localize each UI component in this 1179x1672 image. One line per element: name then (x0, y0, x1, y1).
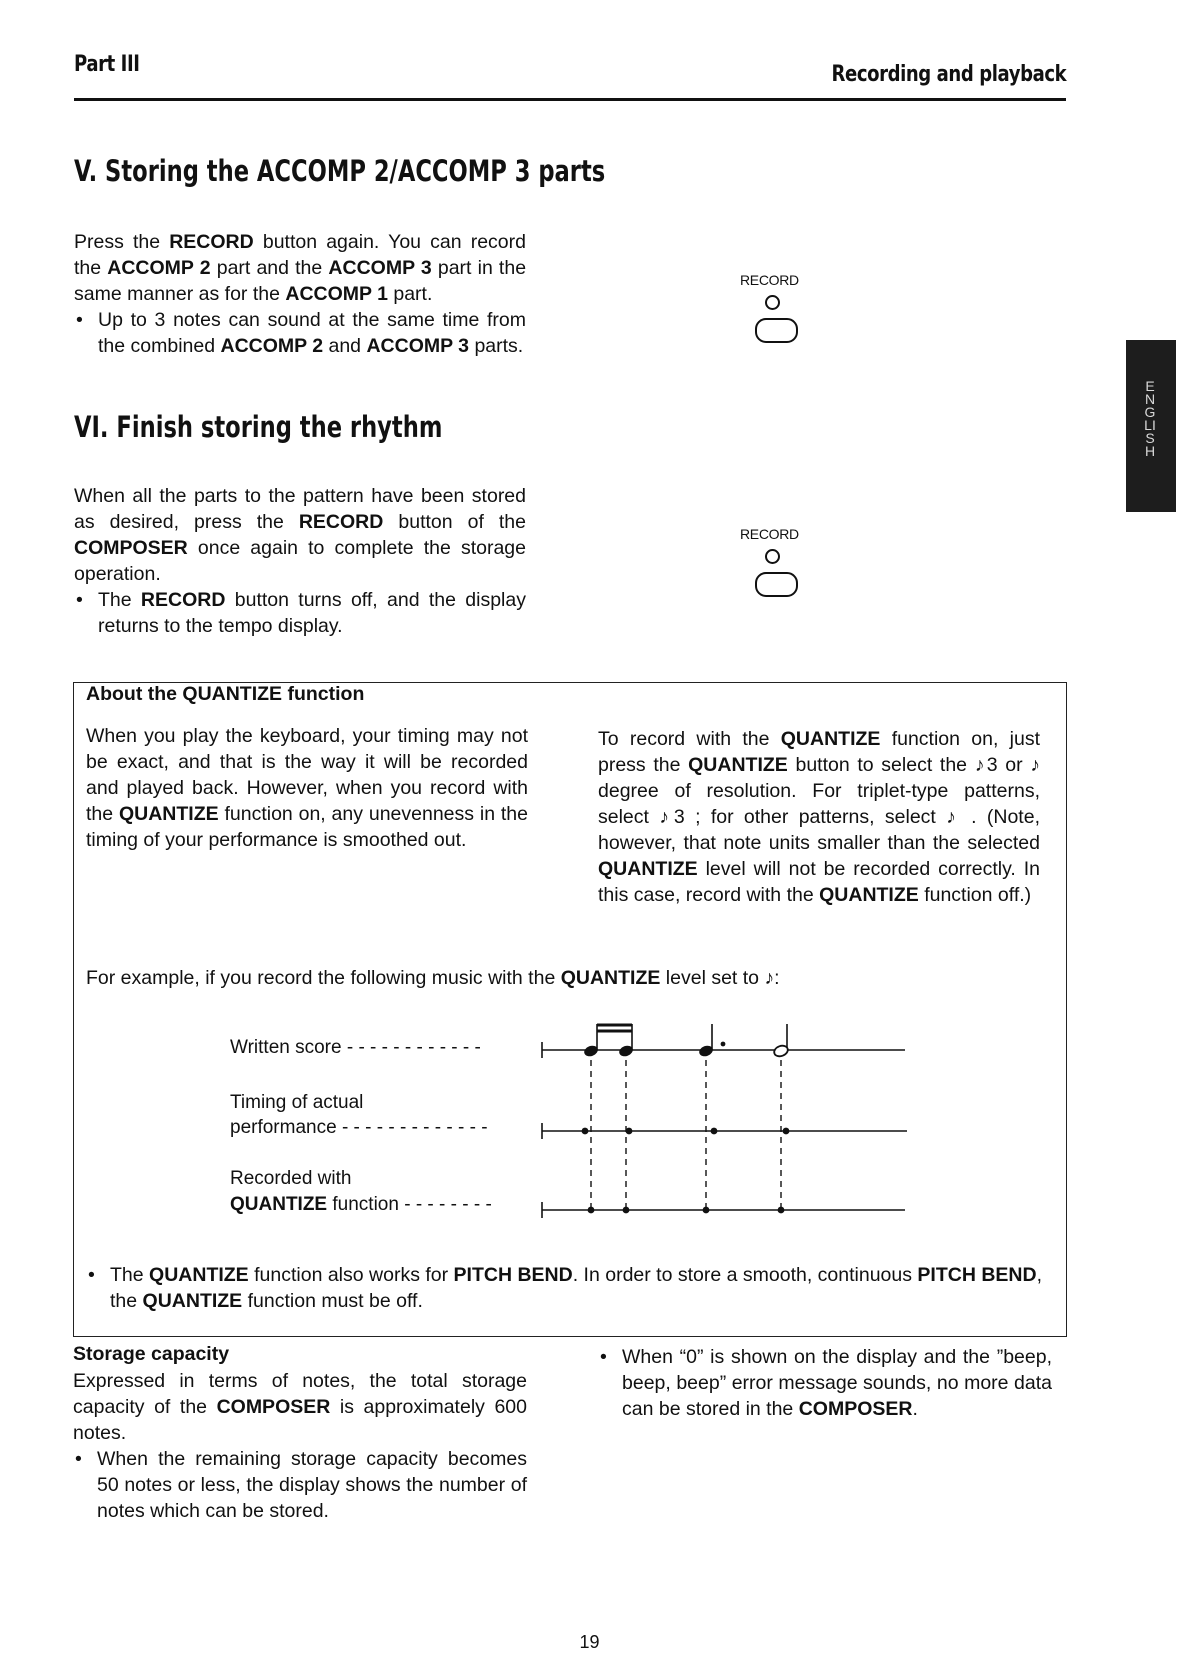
storage-left-column (73, 1368, 527, 1524)
page-number: 19 (579, 1632, 600, 1652)
storage-right-column (598, 1344, 1052, 1422)
quantize-example-line: For example, if you record the following music with the QUANTIZE level set to ♪: (86, 967, 780, 989)
quantize-left-paragraph: When you play the keyboard, your timing may not be exact, and that is the way it will be recorded and played back. However, when you record with the QUANTIZE function on, any unevenness in the timing of your performance is smoothed out. (86, 725, 528, 851)
record-button-2-graphic (740, 526, 830, 597)
storage-heading: Storage capacity (73, 1343, 230, 1365)
label-recorded-line1: Recorded with (230, 1168, 352, 1189)
quantize-box-title: About the QUANTIZE function (86, 683, 365, 705)
language-tab-label: ENGLISH (1144, 378, 1156, 459)
record-button-1-label: RECORD (740, 272, 799, 288)
step6-heading: VI. Finish storing the rhythm (74, 410, 443, 444)
record-button-2-label: RECORD (740, 526, 799, 542)
header-rule (74, 98, 1066, 101)
dot-mark (721, 1042, 726, 1047)
label-recorded-function: function - - - - - - - - (327, 1194, 492, 1215)
record-button-1 (755, 318, 798, 343)
part-label: Part III (74, 52, 140, 77)
label-written-score: Written score - - - - - - - - - - - - (230, 1037, 481, 1058)
storage-bullet: • When the remaining storage capacity becomes 50 notes or less, the display shows the number of notes which can be stored. (73, 1446, 527, 1524)
step5-bullet: • Up to 3 notes can sound at the same time from the combined ACCOMP 2 and ACCOMP 3 parts. (74, 307, 526, 359)
alignment-guides (591, 1060, 781, 1210)
record-button-2 (755, 572, 798, 597)
performance-row (542, 1123, 907, 1139)
label-timing-line1: Timing of actual (230, 1092, 364, 1113)
recorded-row (542, 1202, 905, 1218)
quantize-left-column (86, 723, 528, 853)
label-recorded-line2 (230, 1192, 492, 1218)
record-led-2 (765, 549, 780, 564)
step5-paragraph: Press the RECORD button again. You can record the ACCOMP 2 part and the ACCOMP 3 part in the same manner as for the ACCOMP 1 part. (74, 231, 527, 305)
section-label: Recording and playback (831, 62, 1066, 87)
storage-right-bullet: • When “0” is shown on the display and the ”beep, beep, beep” error message sounds, no more data can be stored in the COMPOSER. (598, 1344, 1052, 1422)
step6-paragraph: When all the parts to the pattern have been stored as desired, press the RECORD button of the COMPOSER once again to complete the storage operation. (74, 485, 526, 585)
pitch-bend-bullet: • The QUANTIZE function also works for PITCH BEND. In order to store a smooth, continuous PITCH BEND, the QUANTIZE function must be off. (86, 1262, 1054, 1314)
record-button-1-graphic (740, 272, 830, 343)
step5-heading: V. Storing the ACCOMP 2/ACCOMP 3 parts (74, 154, 606, 188)
step6-body (74, 483, 526, 639)
storage-paragraph: Expressed in terms of notes, the total storage capacity of the COMPOSER is approximately 600 notes. (73, 1370, 527, 1444)
step6-bullet: • The RECORD button turns off, and the display returns to the tempo display. (74, 587, 526, 639)
record-led-1 (765, 295, 780, 310)
quantize-timing-diagram (530, 1010, 920, 1225)
label-recorded-quantize: QUANTIZE (230, 1194, 328, 1215)
quantize-right-column (598, 726, 1040, 908)
quantize-right-paragraph: To record with the QUANTIZE function on, just press the QUANTIZE button to select the ♪3 or ♪ degree of resolution. For triplet-type patterns, select ♪3 ; for other patterns, select ♪ . (Note, however, that note units smaller than the selected QUANTIZE level will not be recorded correctly. In this case, record with the QUANTIZE function off.) (598, 728, 1040, 906)
quantize-box-note (86, 1262, 1054, 1314)
step5-body (74, 229, 526, 359)
label-timing-line2: performance - - - - - - - - - - - - - (230, 1117, 488, 1138)
